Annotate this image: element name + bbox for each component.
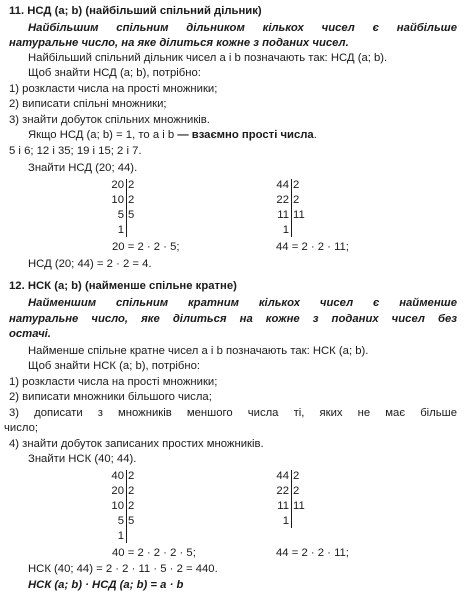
- factor-number: 22: [276, 194, 289, 206]
- factor-divider: [126, 470, 127, 543]
- gcd-step-2: 2) виписати спільні множники;: [9, 98, 167, 110]
- factor-divider: [126, 179, 127, 237]
- coprime-examples: 5 і 6; 12 і 35; 19 і 15; 2 і 7.: [9, 145, 142, 157]
- lcm-definition-line-1: Найменшим спільним кратним кількох чисел є найменше: [28, 297, 457, 309]
- factor-number: 10: [111, 500, 124, 512]
- coprime-prefix: Якщо НСД (a; b) = 1, то a і b: [28, 129, 175, 141]
- gcd-left-factorization: [94, 178, 154, 238]
- coprime-statement: [28, 128, 317, 143]
- factor-number: 44: [276, 179, 289, 191]
- gcd-left-product: 20 = 2 · 2 · 5;: [112, 241, 180, 253]
- lcm-step-3-continuation: число;: [4, 422, 38, 434]
- lcm-gcd-formula: НСК (a; b) · НСД (a; b) = a · b: [28, 579, 184, 591]
- lcm-step-4: 4) знайти добуток записаних простих множників.: [9, 438, 264, 450]
- lcm-left-product: 40 = 2 · 2 · 2 · 5;: [112, 547, 196, 559]
- prime-factor: 2: [128, 194, 135, 206]
- lcm-result: НСК (40; 44) = 2 · 2 · 11 · 5 · 2 = 440.: [28, 563, 218, 575]
- gcd-step-3: 3) знайти добуток спільних множників.: [9, 114, 210, 126]
- factor-number: 1: [117, 224, 124, 236]
- gcd-result: НСД (20; 44) = 2 · 2 = 4.: [28, 258, 152, 270]
- lcm-step-3: 3) дописати з множників меншого числа ті, яких не має більше: [9, 407, 457, 419]
- gcd-notation: Найбільший спільний дільник чисел a і b позначають так: НСД (a; b).: [28, 52, 388, 64]
- prime-factor: 11: [293, 209, 305, 221]
- gcd-definition-line-1: Найбільшим спільним дільником кількох чисел є найбільше: [28, 22, 457, 34]
- gcd-right-product: 44 = 2 · 2 · 11;: [276, 241, 349, 253]
- section-11-heading: 11. НСД (a; b) (найбільший спільний дільник): [9, 5, 262, 17]
- lcm-example-title: Знайти НСК (40; 44).: [28, 453, 137, 465]
- lcm-step-1: 1) розкласти числа на прості множники;: [9, 376, 218, 388]
- lcm-notation: Найменше спільне кратне чисел a і b позначають так: НСК (a; b).: [28, 345, 369, 357]
- factor-number: 22: [276, 485, 289, 497]
- factor-number: 40: [111, 470, 124, 482]
- factor-number: 10: [111, 194, 124, 206]
- factor-number: 1: [282, 224, 289, 236]
- prime-factor: 5: [128, 515, 135, 527]
- prime-factor: 2: [128, 485, 135, 497]
- prime-factor: 2: [293, 485, 300, 497]
- factor-number: 1: [117, 530, 124, 542]
- prime-factor: 11: [293, 500, 305, 512]
- factor-number: 11: [277, 209, 289, 221]
- factor-number: 5: [117, 209, 124, 221]
- lcm-right-factorization: [259, 469, 319, 529]
- factor-number: 1: [282, 515, 289, 527]
- factor-number: 5: [117, 515, 124, 527]
- coprime-suffix: .: [313, 129, 317, 141]
- factor-divider: [291, 470, 292, 528]
- prime-factor: 5: [128, 209, 135, 221]
- gcd-example-title: Знайти НСД (20; 44).: [28, 162, 138, 174]
- lcm-intro: Щоб знайти НСК (a; b), потрібно:: [28, 360, 201, 372]
- prime-factor: 2: [128, 179, 135, 191]
- lcm-definition-line-2: натуральне число, яке ділиться на кожне з поданих чисел без: [9, 313, 457, 325]
- lcm-right-product: 44 = 2 · 2 · 11;: [276, 547, 349, 559]
- gcd-right-factorization: [259, 178, 319, 238]
- lcm-step-2: 2) виписати множники більшого числа;: [9, 391, 212, 403]
- section-12-heading: 12. НСК (a; b) (найменше спільне кратне): [9, 280, 237, 292]
- prime-factor: 2: [128, 500, 135, 512]
- factor-divider: [291, 179, 292, 237]
- gcd-definition-line-2: натуральне число, на яке ділиться кожне з поданих чисел.: [9, 37, 349, 49]
- factor-number: 44: [276, 470, 289, 482]
- factor-number: 11: [277, 500, 289, 512]
- gcd-step-1: 1) розкласти числа на прості множники;: [9, 83, 218, 95]
- factor-number: 20: [111, 485, 124, 497]
- coprime-term: — взаємно прості числа: [177, 129, 314, 141]
- factor-number: 20: [111, 179, 124, 191]
- gcd-intro: Щоб знайти НСД (a; b), потрібно:: [28, 67, 201, 79]
- prime-factor: 2: [293, 179, 300, 191]
- prime-factor: 2: [293, 194, 300, 206]
- prime-factor: 2: [128, 470, 135, 482]
- lcm-definition-line-3: остачі.: [9, 328, 51, 340]
- prime-factor: 2: [293, 470, 300, 482]
- lcm-left-factorization: [94, 469, 154, 545]
